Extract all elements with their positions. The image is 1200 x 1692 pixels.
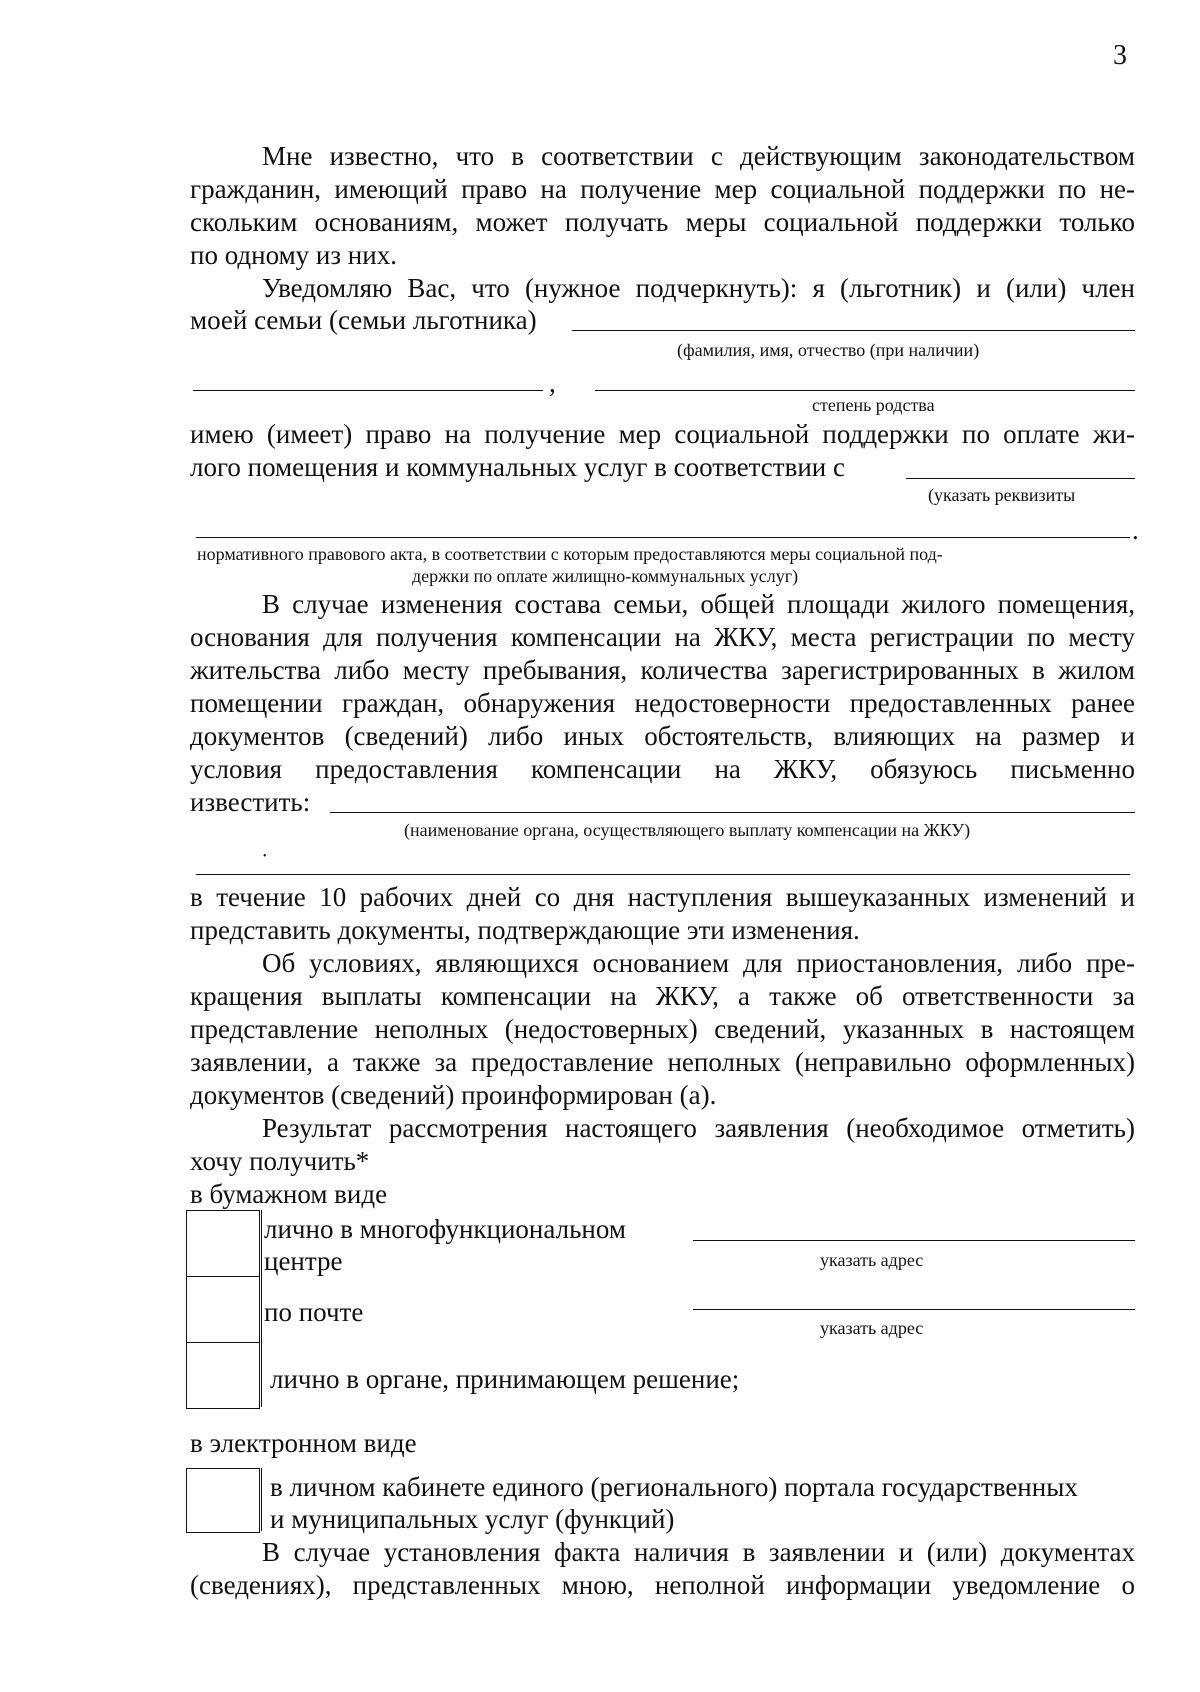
- p6-line-2: кращения выплаты компенсации на ЖКУ, а также об ответственности за: [190, 981, 1135, 1011]
- p6-line-3: представление неполных (недостоверных) сведений, указанных в настоящем: [190, 1014, 1135, 1044]
- organ-line-2: [196, 874, 1130, 875]
- requisites-line: [906, 478, 1135, 479]
- p4-line-3: жительства либо месту пребывания, количества зарегистрированных в жилом: [190, 655, 1135, 685]
- paper-option-post-checkbox[interactable]: [186, 1276, 260, 1343]
- act-caption-1: нормативного правового акта, в соответствии с которым предоставляются меры социальной под-: [197, 544, 943, 564]
- p7-line-2: хочу получить*: [190, 1146, 370, 1176]
- organ-line: [330, 812, 1135, 813]
- p4-line-4: помещении граждан, обнаружения недостоверности предоставленных ранее: [190, 688, 1135, 718]
- mfc-address-hint: указать адрес: [820, 1250, 924, 1270]
- act-caption-2: держки по оплате жилищно-коммунальных услуг): [412, 566, 799, 586]
- mfc-address-line[interactable]: [693, 1240, 1135, 1241]
- electronic-heading: в электронном виде: [190, 1428, 417, 1458]
- p3-line-2: лого помещения и коммунальных услуг в соответствии с: [190, 452, 845, 482]
- act-period: .: [1132, 515, 1139, 545]
- electronic-option-label-2: и муниципальных услуг (функций): [270, 1504, 675, 1534]
- paper-option-mfc-label-2: центре: [264, 1246, 343, 1276]
- fio-caption: (фамилия, имя, отчество (при наличии): [677, 340, 980, 360]
- p4-line-7: известить:: [190, 787, 311, 817]
- relation-name-line: [193, 390, 543, 391]
- paper-option-organ-label: лично в органе, принимающем решение;: [270, 1364, 740, 1394]
- p8-line-1: В случае установления факта наличия в заявлении и (или) документах: [262, 1537, 1135, 1567]
- p1-line-4: по одному из них.: [190, 240, 397, 270]
- paper-option-post-label: по почте: [264, 1297, 364, 1327]
- p5-line-2: представить документы, подтверждающие эти изменения.: [190, 915, 860, 945]
- electronic-option-checkbox[interactable]: [186, 1468, 260, 1533]
- p8-line-2: (сведениях), представленных мною, неполной информации уведомление о: [190, 1570, 1135, 1600]
- p4-line-2: основания для получения компенсации на ЖКУ, места регистрации по месту: [190, 622, 1135, 652]
- paper-options-divider: [261, 1210, 262, 1407]
- p6-line-1: Об условиях, являющихся основанием для приостановления, либо пре-: [262, 948, 1135, 978]
- post-address-line[interactable]: [693, 1309, 1135, 1310]
- p3-line-1: имею (имеет) право на получение мер социальной поддержки по оплате жи-: [190, 419, 1135, 449]
- p4-line-5: документов (сведений) либо иных обстоятельств, влияющих на размер и: [190, 721, 1135, 751]
- electronic-option-label-1: в личном кабинете единого (регионального) портала государственных: [270, 1472, 1078, 1502]
- stray-dot: •: [263, 851, 267, 862]
- p5-line-1: в течение 10 рабочих дней со дня наступления вышеуказанных изменений и: [190, 882, 1135, 912]
- p7-line-1: Результат рассмотрения настоящего заявления (необходимое отметить): [262, 1113, 1135, 1143]
- paper-option-mfc-checkbox[interactable]: [186, 1210, 260, 1277]
- p1-line-1: Мне известно, что в соответствии с действующим законодательством: [262, 141, 1135, 171]
- p1-line-3: скольким основаниям, может получать меры социальной поддержки только: [190, 207, 1135, 237]
- p6-line-4: заявлении, а также за предоставление неполных (неправильно оформленных): [190, 1047, 1135, 1077]
- electronic-option-divider: [261, 1468, 262, 1531]
- comma: ,: [549, 368, 556, 398]
- fio-line: [572, 330, 1135, 331]
- paper-heading: в бумажном виде: [190, 1179, 388, 1209]
- p6-line-5: документов (сведений) проинформирован (а).: [190, 1080, 717, 1110]
- paper-option-organ-checkbox[interactable]: [186, 1342, 260, 1409]
- act-line: [196, 537, 1130, 538]
- p4-line-6: условия предоставления компенсации на ЖКУ, обязуюсь письменно: [190, 754, 1135, 784]
- p4-line-1: В случае изменения состава семьи, общей площади жилого помещения,: [262, 589, 1135, 619]
- paper-option-mfc-label-1: лично в многофункциональном: [264, 1214, 626, 1244]
- relation-degree-line: [595, 390, 1135, 391]
- relation-caption: степень родства: [812, 395, 935, 415]
- requisites-caption: (указать реквизиты: [928, 485, 1076, 505]
- page-number: 3: [1113, 40, 1127, 71]
- post-address-hint: указать адрес: [820, 1318, 924, 1338]
- p2-line-2: моей семьи (семьи льготника): [190, 305, 537, 335]
- p1-line-2: гражданин, имеющий право на получение мер социальной поддержки по не-: [190, 174, 1135, 204]
- p2-line-1: Уведомляю Вас, что (нужное подчеркнуть): я (льготник) и (или) член: [262, 273, 1135, 303]
- organ-caption: (наименование органа, осуществляющего выплату компенсации на ЖКУ): [404, 820, 971, 840]
